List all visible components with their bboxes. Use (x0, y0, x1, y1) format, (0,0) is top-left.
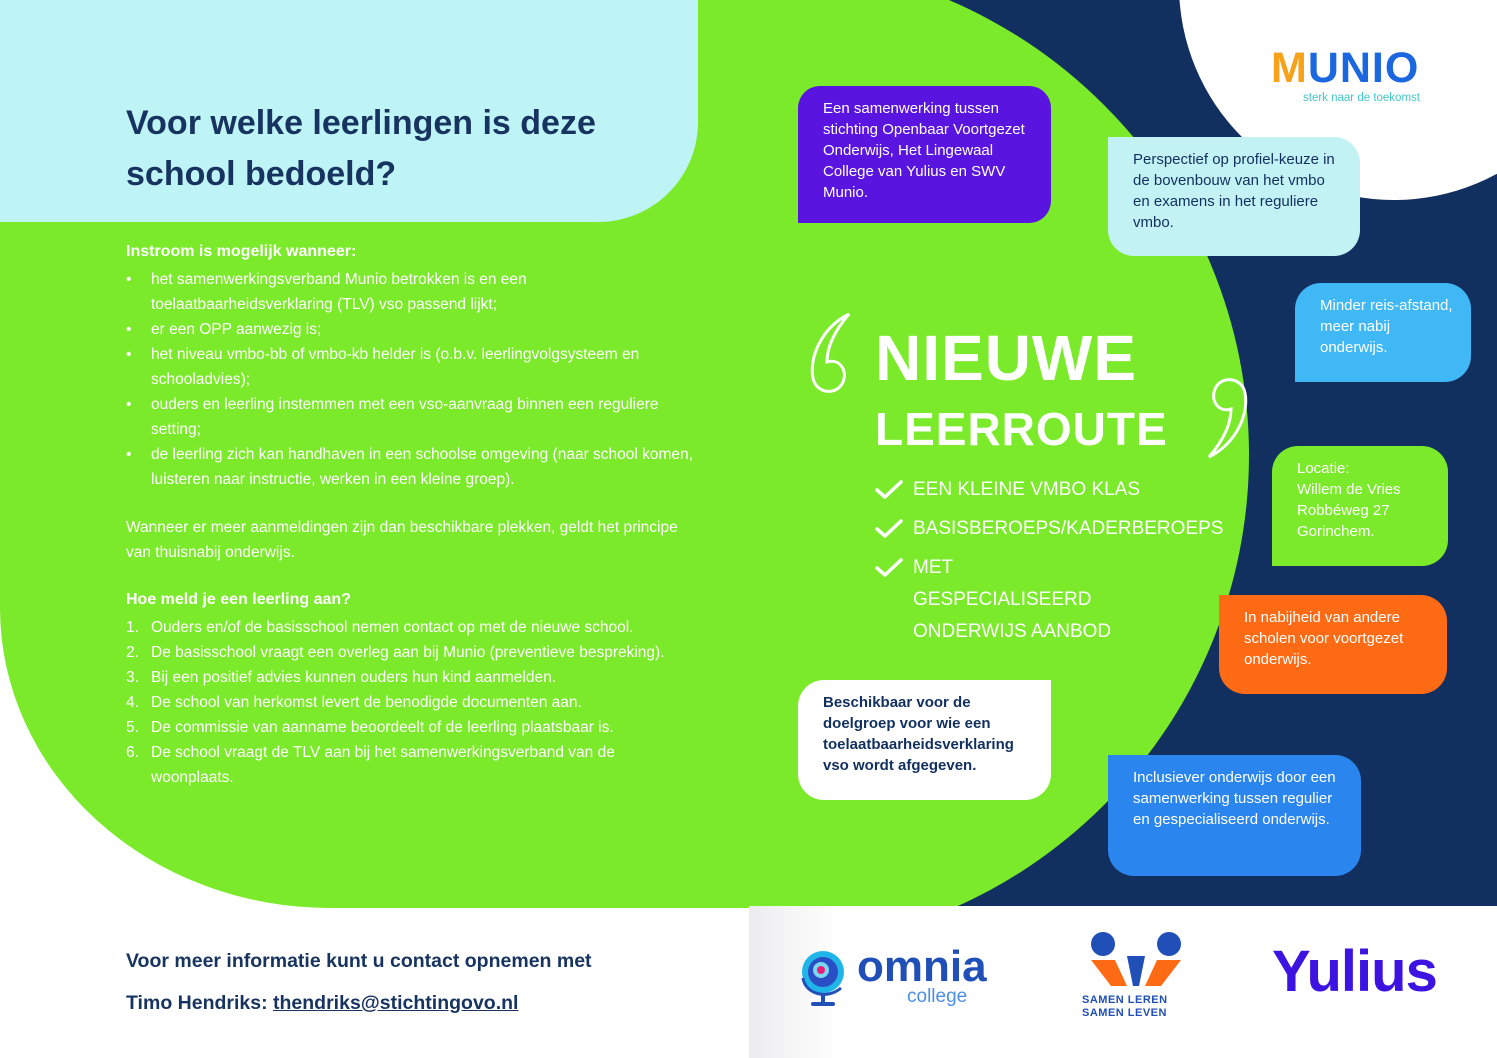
check-item: MET GESPECIALISEERD ONDERWIJS AANBOD (875, 552, 1125, 648)
hero-title-line1: NIEUWE (875, 322, 1137, 394)
aanmelden-list (126, 615, 701, 790)
list-item: 3. Bij een positief advies kunnen ouders hun kind aanmelden. (126, 669, 556, 686)
list-item: • het samenwerkingsverband Munio betrokken is en een toelaatbaarheidsverklaring (TLV) vso passend lijkt; (126, 271, 527, 313)
nabijheid-bubble: In nabijheid van andere scholen voor voortgezet onderwijs. (1219, 595, 1447, 694)
contact-intro: Voor meer informatie kunt u contact opnemen met (126, 950, 592, 972)
contact-line (126, 982, 592, 1024)
omnia-college-logo (797, 942, 1007, 1017)
checkmark-icon (875, 558, 903, 578)
people-icon (1087, 930, 1187, 992)
list-item: 1. Ouders en/of de basisschool nemen contact op met de nieuwe school. (126, 619, 634, 636)
list-item: 5. De commissie van aanname beoordeelt of de leerling plaatsbaar is. (126, 719, 614, 736)
list-item: • er een OPP aanwezig is; (126, 321, 322, 338)
beschikbaar-bubble: Beschikbaar voor de doelgroep voor wie een toelaatbaarheidsverklaring vso wordt afgegeven. (798, 680, 1051, 800)
checkmark-icon (875, 519, 903, 539)
perspectief-bubble: Perspectief op profiel-keuze in de bovenbouw van het vmbo en examens in het reguliere vmbo. (1108, 137, 1360, 256)
list-item: 6. De school vraagt de TLV aan bij het samenwerkingsverband van de woonplaats. (126, 744, 615, 786)
list-item: • het niveau vmbo-bb of vmbo-kb helder is (o.b.v. leerlingvolgsysteem en schooladvies); (126, 346, 640, 388)
locatie-bubble: Locatie: Willem de Vries Robbéweg 27 Gorinchem. (1272, 446, 1448, 566)
munio-logo: MUNIO sterk naar de toekomst (1271, 44, 1420, 104)
samen-line2: SAMEN LEVEN (1082, 1007, 1167, 1019)
open-quote-icon (801, 308, 859, 398)
list-item: 2. De basisschool vraagt een overleg aan bij Munio (preventieve bespreking). (126, 644, 665, 661)
samen-leren-logo (1082, 930, 1192, 1025)
contact-footer (126, 940, 592, 1024)
close-quote-icon (1199, 373, 1257, 463)
globe-icon (797, 948, 853, 1010)
check-item: BASISBEROEPS/KADERBEROEPS (875, 513, 1255, 545)
hero-title-line2: LEERROUTE (875, 403, 1168, 455)
right-page (749, 0, 1497, 1058)
inclusiever-bubble: Inclusiever onderwijs door een samenwerking tussen regulier en gespecialiseerd onderwijs. (1108, 755, 1361, 876)
samenwerking-bubble: Een samenwerking tussen stichting Openbaar Voortgezet Onderwijs, Het Lingewaal College van Yulius en SWV Munio. (798, 86, 1051, 223)
thuisnabij-paragraph: Wanneer er meer aanmeldingen zijn dan beschikbare plekken, geldt het principe van thuisnabij onderwijs. (126, 519, 678, 561)
omnia-wordmark: omnia (857, 942, 987, 991)
munio-tagline: sterk naar de toekomst (1303, 92, 1420, 104)
aanmelden-heading: Hoe meld je een leerling aan? (126, 591, 351, 608)
instroom-heading: Instroom is mogelijk wanneer: (126, 243, 357, 260)
yulius-logo: Yulius (1272, 939, 1437, 1004)
list-item: 4. De school van herkomst levert de benodigde documenten aan. (126, 694, 582, 711)
checkmark-icon (875, 480, 903, 500)
reisafstand-bubble: Minder reis-afstand, meer nabij onderwijs. (1295, 283, 1471, 382)
contact-name: Timo Hendriks: (126, 992, 268, 1014)
page-title: Voor welke leerlingen is deze school bedoeld? (126, 104, 596, 193)
omnia-subtitle: college (907, 986, 968, 1007)
contact-email-link[interactable]: thendriks@stichtingovo.nl (273, 992, 519, 1014)
check-item: EEN KLEINE VMBO KLAS (875, 474, 1255, 506)
instroom-list (126, 267, 711, 492)
samen-line1: SAMEN LEREN (1082, 994, 1168, 1006)
list-item: • ouders en leerling instemmen met een vso-aanvraag binnen een reguliere setting; (126, 396, 659, 438)
list-item: • de leerling zich kan handhaven in een schoolse omgeving (naar school komen, luisteren naar instructie, werken in een kleine groep). (126, 446, 693, 488)
